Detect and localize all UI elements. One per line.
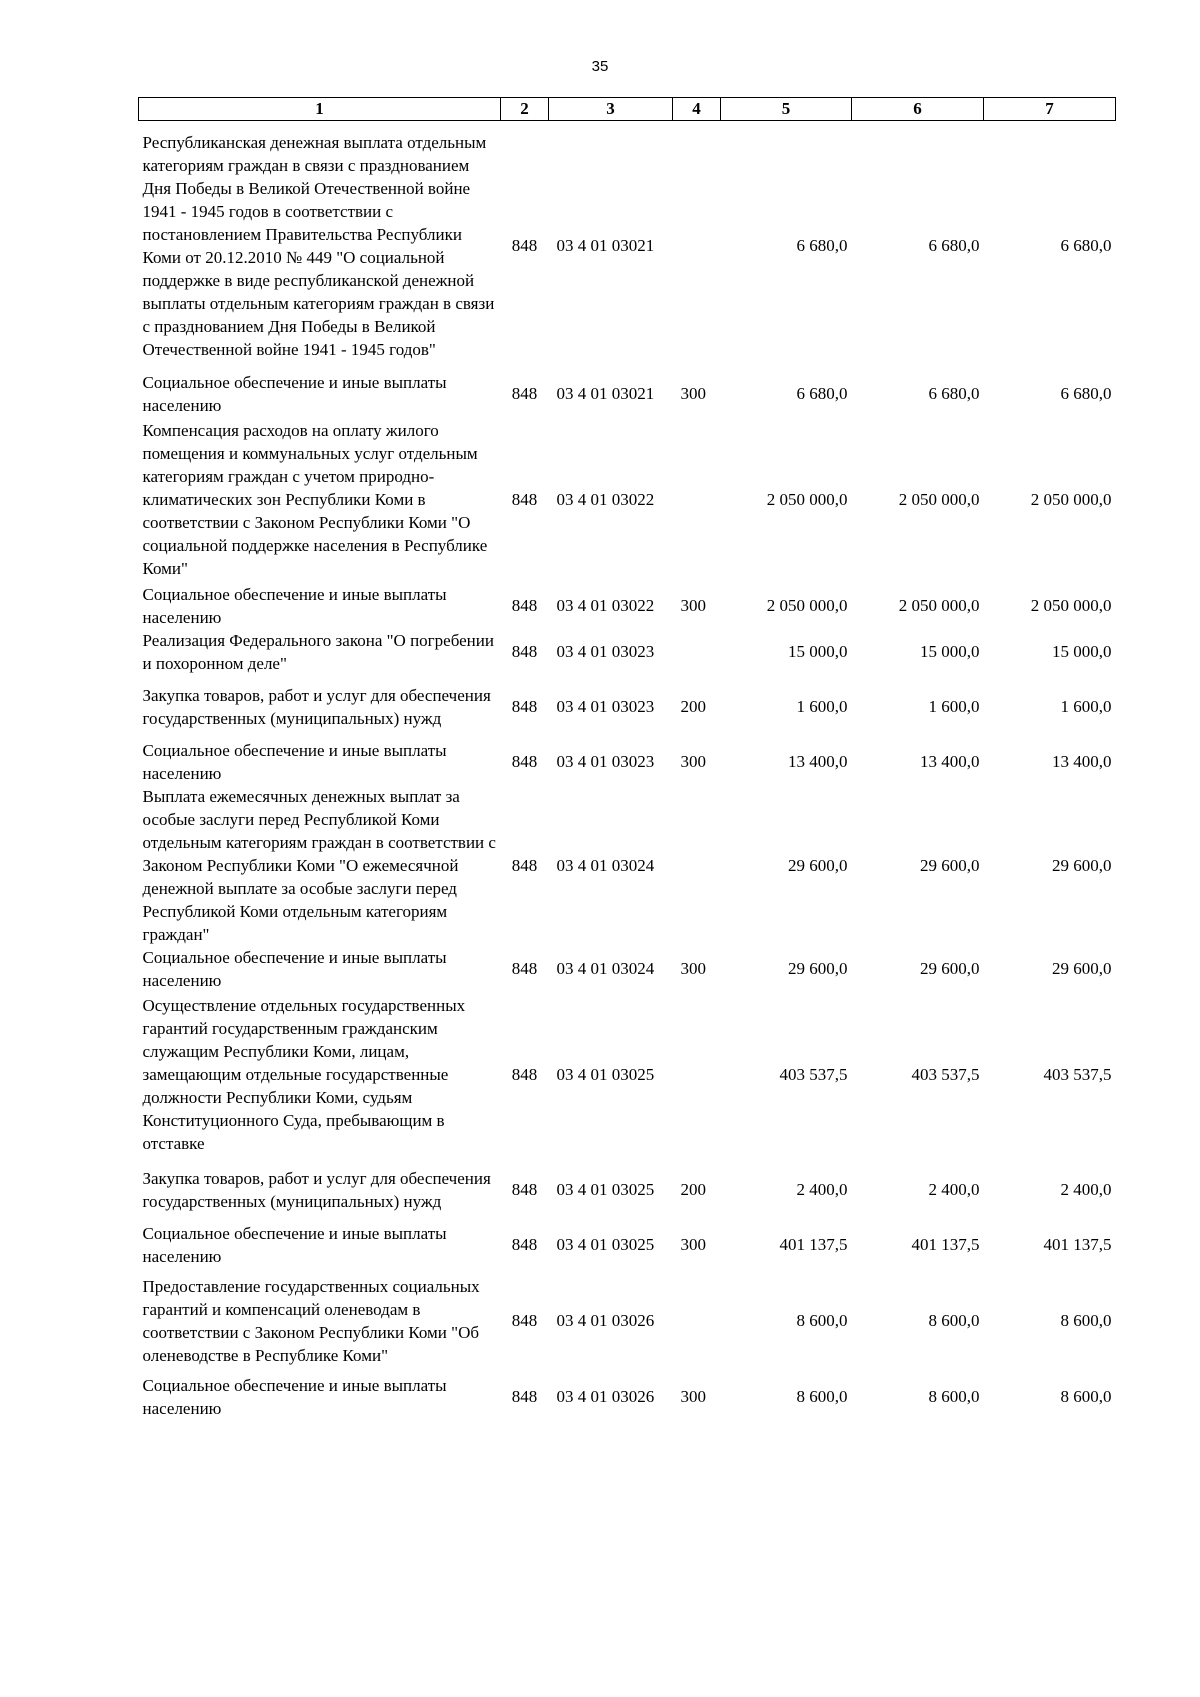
cell-amount-col5: 6 680,0 — [796, 236, 848, 256]
cell-grbs: 848 — [511, 752, 538, 771]
cell-amount-col7: 403 537,5 — [1043, 1065, 1112, 1084]
cell-amount-col5: 2 050 000,0 — [766, 490, 848, 509]
cell-grbs: 848 — [511, 236, 538, 256]
cell-amount-col6: 15 000,0 — [920, 642, 980, 661]
cell-expense-type: 200 — [680, 1180, 706, 1199]
cell-expense-type — [673, 629, 721, 675]
cell-amount-col7: 6 680,0 — [1060, 236, 1112, 256]
cell-amount-col5: 29 600,0 — [788, 959, 848, 978]
cell-description: Закупка товаров, работ и услуг для обеспечения государственных (муниципальных) нужд — [142, 1168, 491, 1211]
cell-grbs: 848 — [511, 384, 538, 403]
cell-description: Социальное обеспечение и иные выплаты населению — [142, 1375, 447, 1418]
cell-amount-col7: 13 400,0 — [1052, 752, 1112, 771]
table-row — [139, 371, 1116, 417]
table-row — [139, 785, 1116, 946]
cell-target-article: 03 4 01 03024 — [556, 959, 655, 978]
cell-amount-col6: 2 400,0 — [928, 1180, 980, 1199]
table-row — [139, 1222, 1116, 1268]
cell-expense-type — [673, 992, 721, 1158]
cell-amount-col5: 1 600,0 — [796, 697, 848, 716]
cell-amount-col6: 2 050 000,0 — [898, 596, 980, 615]
cell-amount-col5: 29 600,0 — [788, 855, 848, 875]
cell-description: Социальное обеспечение и иные выплаты населению — [142, 584, 447, 627]
cell-amount-col6: 1 600,0 — [928, 697, 980, 716]
cell-expense-type: 300 — [680, 384, 706, 403]
column-header: 5 — [721, 98, 852, 121]
budget-table — [138, 97, 1116, 1420]
table-header — [139, 98, 1116, 121]
cell-target-article: 03 4 01 03025 — [556, 1180, 655, 1199]
column-header: 4 — [673, 98, 721, 121]
cell-amount-col7: 401 137,5 — [1043, 1235, 1112, 1254]
cell-amount-col5: 2 400,0 — [796, 1180, 848, 1199]
table-row — [139, 417, 1116, 583]
page-number: 35 — [591, 58, 609, 75]
cell-expense-type: 300 — [680, 959, 706, 978]
cell-amount-col5: 6 680,0 — [796, 384, 848, 403]
column-header: 3 — [549, 98, 673, 121]
cell-amount-col7: 8 600,0 — [1060, 1311, 1112, 1330]
cell-amount-col7: 2 050 000,0 — [1030, 596, 1112, 615]
cell-amount-col6: 13 400,0 — [920, 752, 980, 771]
cell-amount-col7: 29 600,0 — [1052, 959, 1112, 978]
cell-description: Осуществление отдельных государственных гарантий государственным гражданским служащим Республики Коми, лицам, замещающим отдельные государственные должности Республики Коми, судьям Конституционного Суда, пребывающим в отставке — [142, 996, 466, 1153]
cell-expense-type — [673, 785, 721, 946]
cell-target-article: 03 4 01 03024 — [556, 855, 655, 875]
cell-target-article: 03 4 01 03022 — [556, 596, 655, 615]
cell-amount-col5: 8 600,0 — [796, 1311, 848, 1330]
table-row — [139, 739, 1116, 785]
cell-expense-type — [673, 121, 721, 371]
cell-amount-col6: 6 680,0 — [928, 236, 980, 256]
cell-amount-col7: 29 600,0 — [1052, 855, 1112, 875]
cell-description: Закупка товаров, работ и услуг для обеспечения государственных (муниципальных) нужд — [142, 685, 491, 728]
cell-expense-type: 300 — [680, 1235, 706, 1254]
cell-target-article: 03 4 01 03026 — [556, 1311, 655, 1330]
cell-grbs: 848 — [511, 1311, 538, 1330]
cell-amount-col7: 6 680,0 — [1060, 384, 1112, 403]
cell-description: Реализация Федерального закона "О погребении и похоронном деле" — [142, 630, 494, 673]
cell-amount-col6: 29 600,0 — [920, 855, 980, 875]
column-header: 6 — [852, 98, 984, 121]
cell-target-article: 03 4 01 03023 — [556, 642, 655, 661]
cell-amount-col5: 15 000,0 — [788, 642, 848, 661]
cell-description: Компенсация расходов на оплату жилого помещения и коммунальных услуг отдельным категориям граждан с учетом природно-климатических зон Республики Коми в соответствии с Законом Республики Коми "О социальной поддержке населения в Республике Коми" — [142, 421, 488, 578]
cell-target-article: 03 4 01 03021 — [556, 236, 655, 256]
cell-expense-type: 300 — [680, 752, 706, 771]
cell-expense-type: 300 — [680, 596, 706, 615]
cell-target-article: 03 4 01 03023 — [556, 752, 655, 771]
cell-grbs: 848 — [511, 697, 538, 716]
cell-amount-col5: 403 537,5 — [779, 1065, 848, 1084]
cell-expense-type — [673, 1268, 721, 1374]
cell-amount-col6: 401 137,5 — [911, 1235, 980, 1254]
cell-description: Социальное обеспечение и иные выплаты населению — [142, 947, 447, 990]
cell-amount-col7: 2 050 000,0 — [1030, 490, 1112, 509]
cell-description: Выплата ежемесячных денежных выплат за особые заслуги перед Республикой Коми отдельным категориям граждан в соответствии с Законом Республики Коми "О ежемесячной денежной выплате за особые заслуги перед Республикой Коми отдельным категориям граждан" — [142, 786, 496, 944]
cell-grbs: 848 — [511, 1065, 538, 1084]
table-row — [139, 946, 1116, 992]
table-row — [139, 1268, 1116, 1374]
column-header: 1 — [139, 98, 501, 121]
table-row — [139, 121, 1116, 371]
table-row — [139, 675, 1116, 739]
cell-amount-col7: 8 600,0 — [1060, 1387, 1112, 1406]
cell-amount-col7: 15 000,0 — [1052, 642, 1112, 661]
table-row — [139, 1158, 1116, 1222]
cell-description: Предоставление государственных социальных гарантий и компенсаций оленеводам в соответствии с Законом Республики Коми "Об оленеводстве в Республике Коми" — [142, 1276, 480, 1365]
cell-target-article: 03 4 01 03022 — [556, 490, 655, 509]
cell-description: Республиканская денежная выплата отдельным категориям граждан в связи с празднованием Дня Победы в Великой Отечественной войне 1941 - 1945 годов в соответствии с постановлением Правительства Республики Коми от 20.12.2010 № 449 "О социальной поддержке в виде республиканской денежной выплаты отдельным категориям граждан в связи с празднованием Дня Победы в Великой Отечественной войне 1941 - 1945 годов" — [142, 132, 495, 359]
column-header: 7 — [984, 98, 1116, 121]
cell-expense-type: 200 — [680, 697, 706, 716]
cell-target-article: 03 4 01 03023 — [556, 697, 655, 716]
cell-description: Социальное обеспечение и иные выплаты населению — [142, 1223, 447, 1266]
cell-grbs: 848 — [511, 855, 538, 875]
cell-amount-col6: 8 600,0 — [928, 1387, 980, 1406]
cell-amount-col6: 2 050 000,0 — [898, 490, 980, 509]
cell-description: Социальное обеспечение и иные выплаты населению — [142, 740, 447, 783]
table-row — [139, 583, 1116, 629]
column-header: 2 — [501, 98, 549, 121]
cell-target-article: 03 4 01 03021 — [556, 384, 655, 403]
cell-amount-col7: 1 600,0 — [1060, 697, 1112, 716]
cell-amount-col6: 29 600,0 — [920, 959, 980, 978]
cell-grbs: 848 — [511, 642, 538, 661]
cell-amount-col6: 403 537,5 — [911, 1065, 980, 1084]
table-row — [139, 992, 1116, 1158]
cell-target-article: 03 4 01 03025 — [556, 1235, 655, 1254]
cell-grbs: 848 — [511, 1387, 538, 1406]
cell-target-article: 03 4 01 03026 — [556, 1387, 655, 1406]
table-row — [139, 629, 1116, 675]
table-row — [139, 1374, 1116, 1420]
cell-target-article: 03 4 01 03025 — [556, 1065, 655, 1084]
cell-amount-col6: 6 680,0 — [928, 384, 980, 403]
cell-amount-col7: 2 400,0 — [1060, 1180, 1112, 1199]
table-body — [139, 121, 1116, 1420]
cell-amount-col5: 401 137,5 — [779, 1235, 848, 1254]
cell-grbs: 848 — [511, 596, 538, 615]
cell-expense-type — [673, 417, 721, 583]
cell-amount-col6: 8 600,0 — [928, 1311, 980, 1330]
cell-amount-col5: 13 400,0 — [788, 752, 848, 771]
cell-amount-col5: 8 600,0 — [796, 1387, 848, 1406]
cell-description: Социальное обеспечение и иные выплаты населению — [142, 372, 447, 415]
cell-amount-col5: 2 050 000,0 — [766, 596, 848, 615]
cell-expense-type: 300 — [680, 1387, 706, 1406]
cell-grbs: 848 — [511, 1180, 538, 1199]
cell-grbs: 848 — [511, 959, 538, 978]
cell-grbs: 848 — [511, 490, 538, 509]
cell-grbs: 848 — [511, 1235, 538, 1254]
